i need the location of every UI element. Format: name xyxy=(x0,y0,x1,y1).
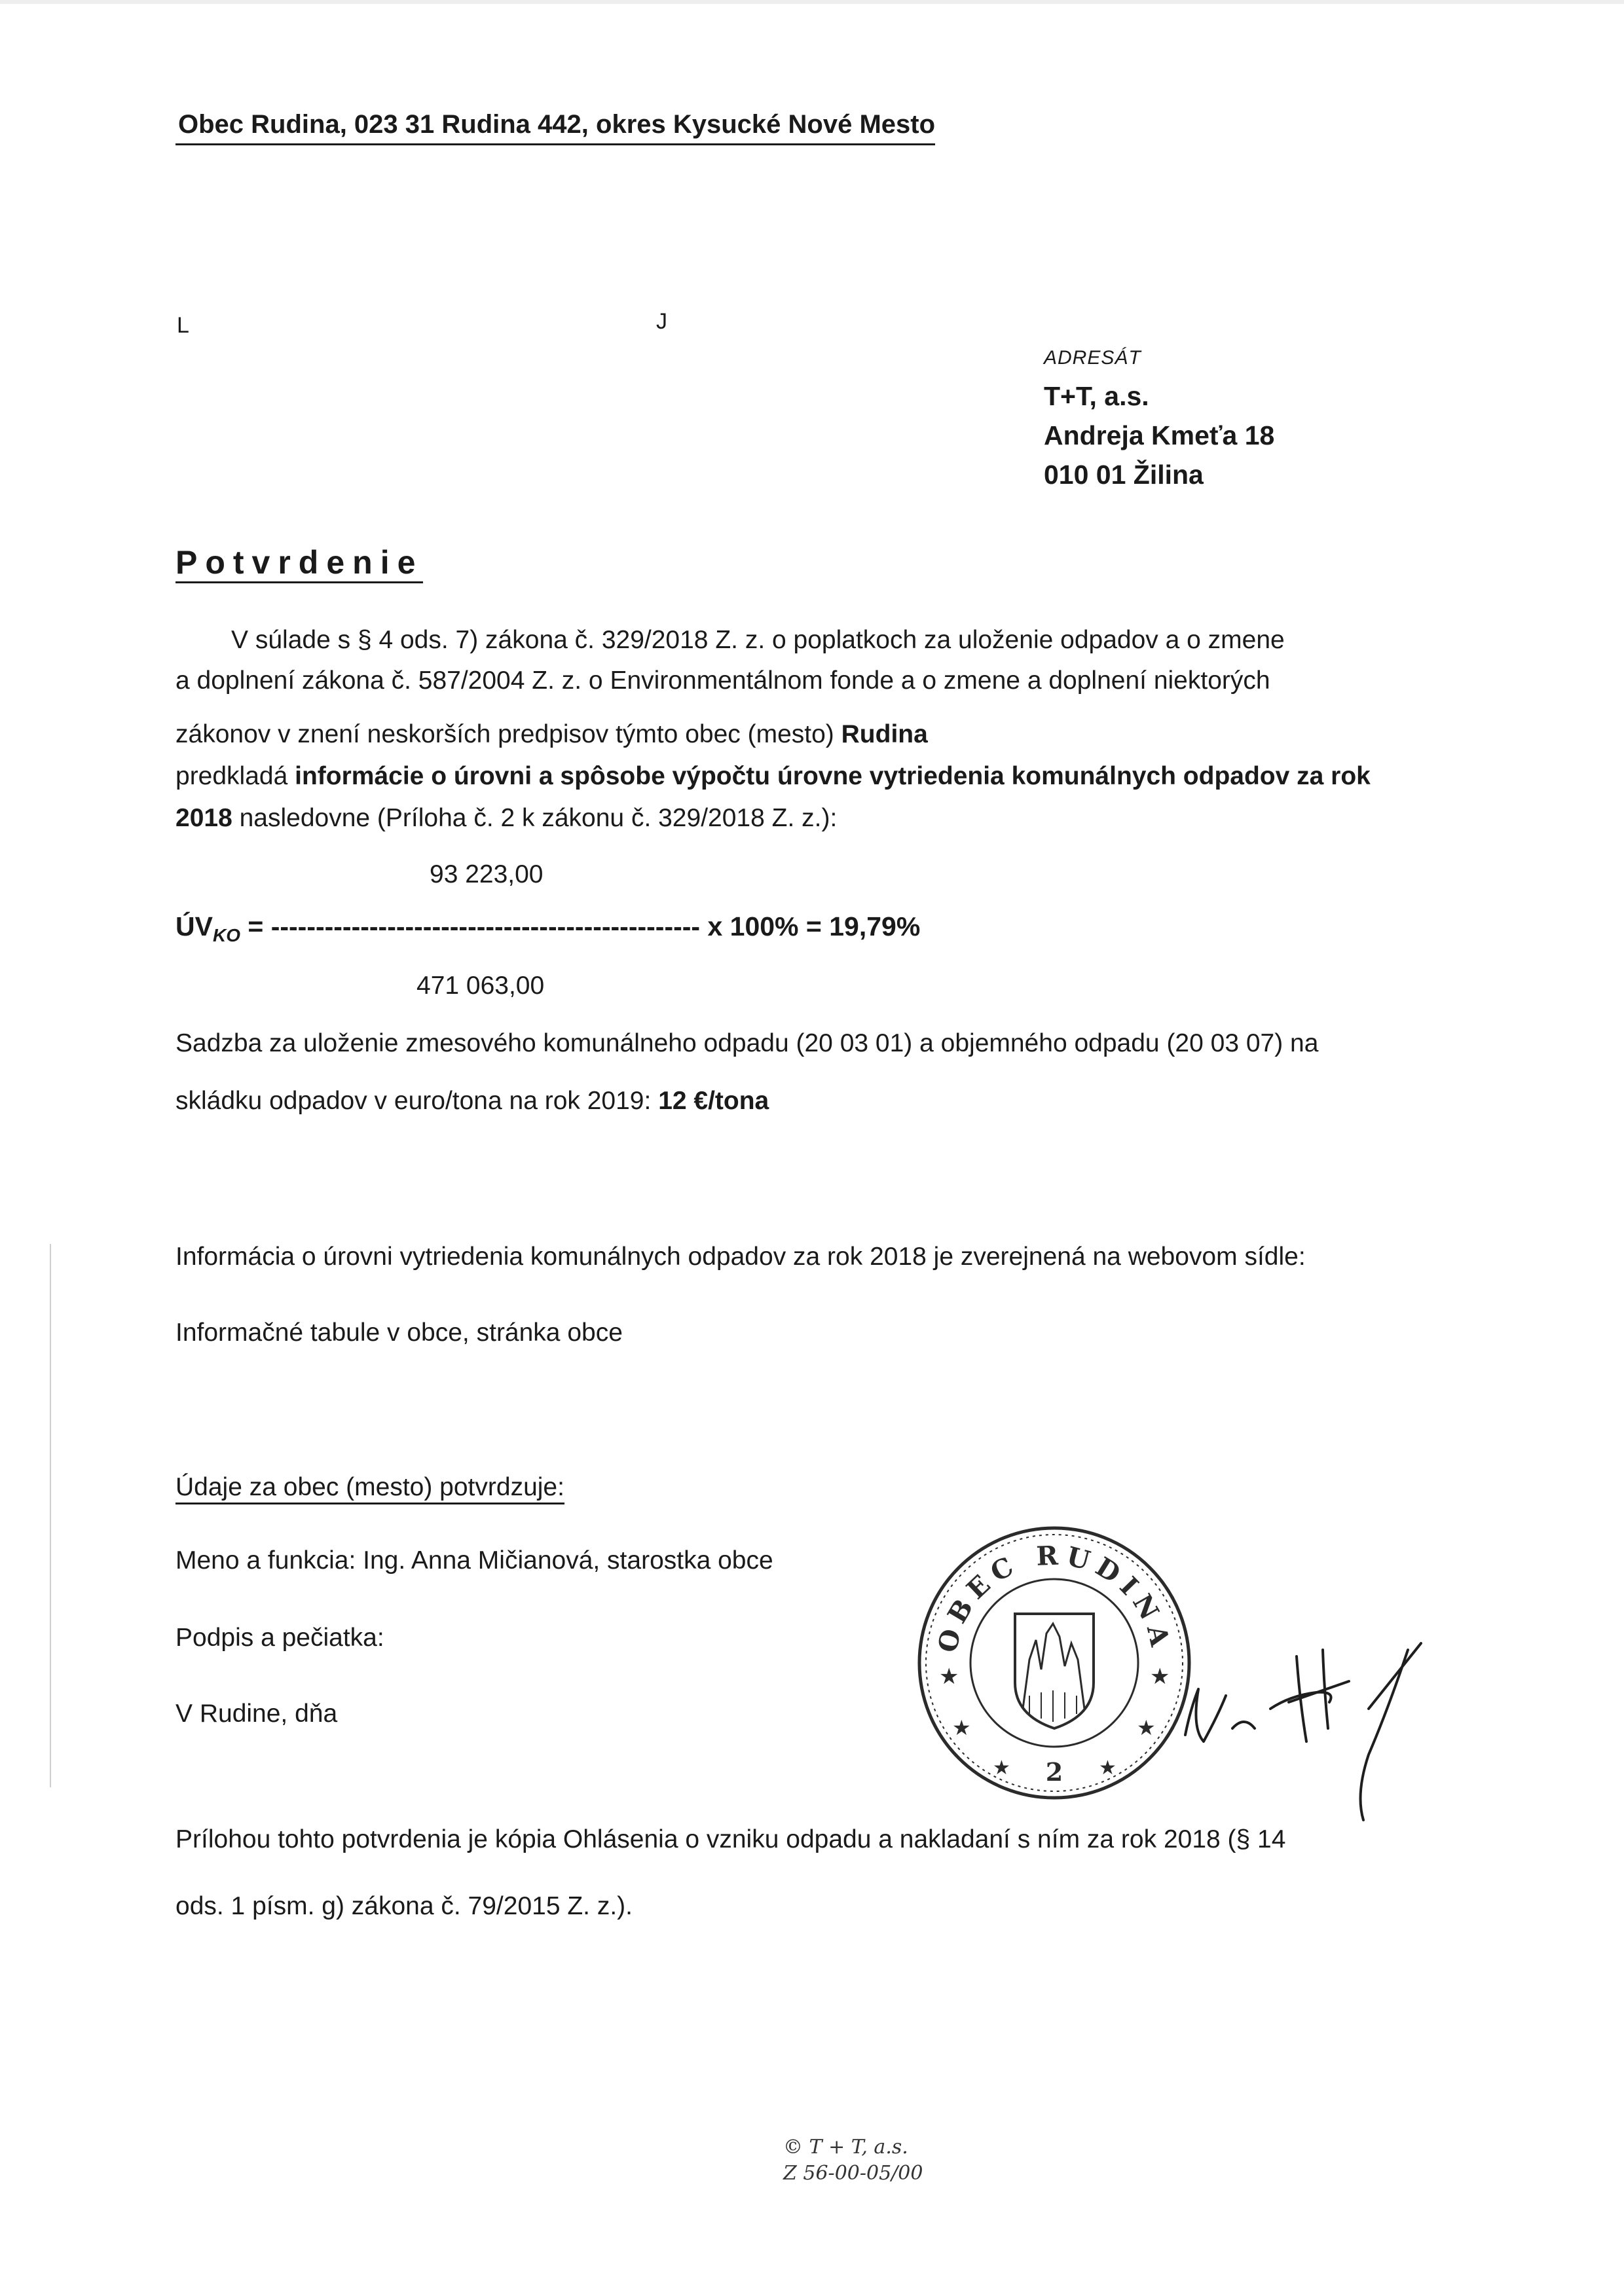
addressee-city: 010 01 Žilina xyxy=(1044,460,1204,490)
page-edge xyxy=(0,0,1624,4)
confirm-name: Meno a funkcia: Ing. Anna Mičianová, starostka obce xyxy=(175,1546,773,1575)
rate-line-2-text: skládku odpadov v euro/tona na rok 2019: xyxy=(175,1087,659,1115)
intro-line-5-text: nasledovne (Príloha č. 2 k zákonu č. 329/2018 Z. z.): xyxy=(232,804,838,832)
stamp-star-icon: ★ xyxy=(1150,1664,1170,1690)
municipality-name: Rudina xyxy=(841,720,928,748)
stamp-star-icon: ★ xyxy=(993,1757,1010,1779)
confirm-signature-label: Podpis a pečiatka: xyxy=(175,1624,384,1652)
formula-lhs: ÚV xyxy=(175,911,213,941)
formula-denominator: 471 063,00 xyxy=(416,972,545,1000)
formula-line xyxy=(175,911,920,946)
stamp-star-icon: ★ xyxy=(1099,1757,1116,1779)
stamp-inner-ring xyxy=(970,1579,1138,1747)
intro-line-1: V súlade s § 4 ods. 7) zákona č. 329/2018 Z. z. o poplatkoch za uloženie odpadov a o zmene xyxy=(231,626,1285,654)
footer-form-code: Z 56-00-05/00 xyxy=(783,2162,923,2185)
intro-line-4-bold: informácie o úrovni a spôsobe výpočtu úrovne vytriedenia komunálnych odpadov za rok xyxy=(295,762,1371,790)
confirm-place: V Rudine, dňa xyxy=(175,1700,338,1728)
formula-numerator: 93 223,00 xyxy=(430,860,544,888)
footer-copyright: © T + T, a.s. xyxy=(783,2136,908,2159)
info-line-2: Informačné tabule v obce, stránka obce xyxy=(175,1319,623,1347)
stamp-dotted-ring xyxy=(926,1535,1183,1791)
letterhead: Obec Rudina, 023 31 Rudina 442, okres Kysucké Nové Mesto xyxy=(175,110,935,145)
intro-line-3 xyxy=(175,720,928,749)
handwritten-signature xyxy=(1172,1630,1473,1827)
rate-line-2 xyxy=(175,1087,769,1116)
intro-line-4 xyxy=(175,762,1371,791)
stamp-lettering: OBEC RUDINA xyxy=(932,1540,1177,1656)
stamp-star-icon: ★ xyxy=(939,1664,959,1690)
official-stamp xyxy=(910,1519,1198,1807)
address-window-corner-right: J xyxy=(656,309,667,334)
attachment-line-2: ods. 1 písm. g) zákona č. 79/2015 Z. z.). xyxy=(175,1892,633,1920)
stamp-star-icon: ★ xyxy=(952,1715,971,1740)
intro-line-2: a doplnení zákona č. 587/2004 Z. z. o Environmentálnom fonde a o zmene a doplnení niektorých xyxy=(175,666,1270,695)
stamp-star-icon: ★ xyxy=(1137,1715,1156,1740)
document-title: Potvrdenie xyxy=(175,543,423,583)
formula-lhs-subscript: KO xyxy=(212,925,240,946)
intro-line-5 xyxy=(175,804,837,833)
address-window-corner-left: L xyxy=(177,313,189,338)
info-line-1: Informácia o úrovni vytriedenia komunálnych odpadov za rok 2018 je zverejnená na webovom sídle: xyxy=(175,1243,1306,1271)
confirm-heading xyxy=(175,1473,564,1502)
confirm-heading-text: Údaje za obec (mesto) potvrdzuje: xyxy=(175,1473,564,1504)
attachment-line-1: Prílohou tohto potvrdenia je kópia Ohlásenia o vzniku odpadu a nakladaní s ním za rok 2018 (§ 14 xyxy=(175,1825,1286,1853)
stamp-number: 2 xyxy=(1045,1757,1063,1787)
coat-of-arms-hatching xyxy=(1029,1690,1077,1722)
addressee-street: Andreja Kmeťa 18 xyxy=(1044,420,1275,450)
addressee-company: T+T, a.s. xyxy=(1044,381,1149,411)
formula-equals: = xyxy=(240,911,271,941)
rate-line-1: Sadzba za uloženie zmesového komunálneho odpadu (20 03 01) a objemného odpadu (20 03 07) na xyxy=(175,1029,1319,1057)
intro-line-3-text: zákonov v znení neskorších predpisov týmto obec (mesto) xyxy=(175,720,841,748)
formula-result: x 100% = 19,79% xyxy=(700,911,921,941)
coat-of-arms-shield xyxy=(1015,1614,1094,1728)
scan-edge-line xyxy=(50,1244,51,1787)
formula-fraction-bar: ------------------------------------------------ xyxy=(270,911,701,941)
report-year: 2018 xyxy=(175,804,232,832)
rate-value: 12 €/tona xyxy=(658,1087,769,1115)
addressee-label: ADRESÁT xyxy=(1044,347,1141,369)
intro-line-4-text: predkladá xyxy=(175,762,295,790)
